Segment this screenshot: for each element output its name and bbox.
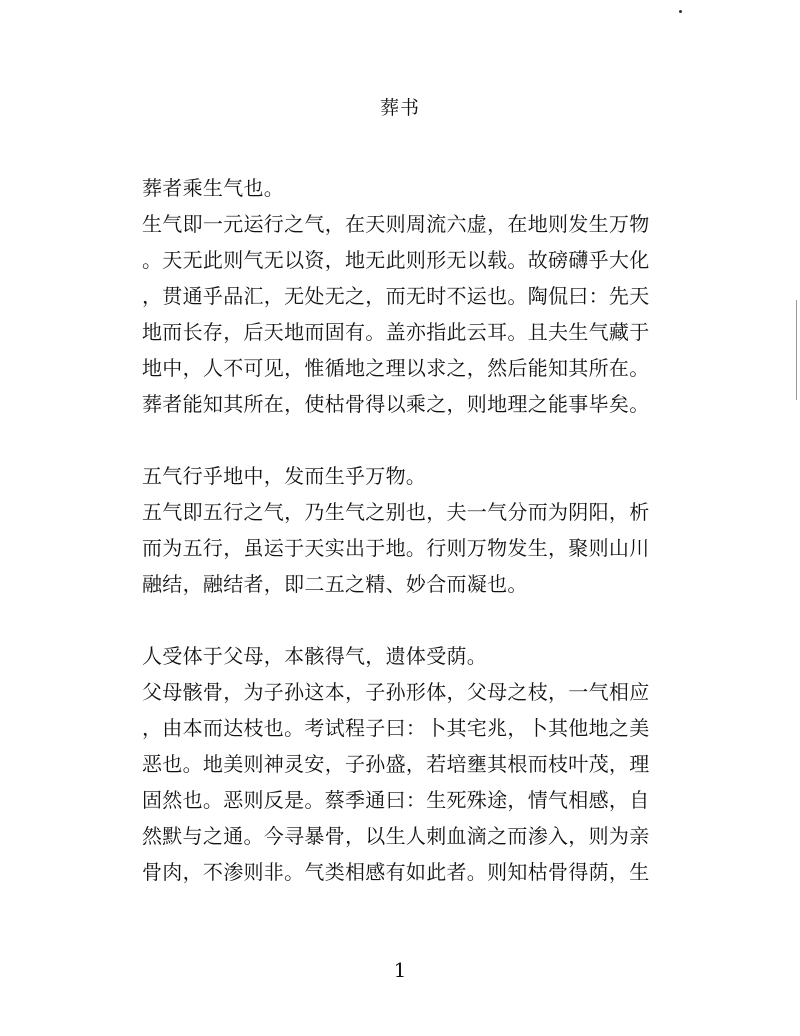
document-body — [142, 170, 662, 890]
paragraph-line: 葬者能知其所在，使枯骨得以乘之，则地理之能事毕矣。 — [142, 392, 650, 416]
scan-speck — [679, 10, 682, 13]
paragraph-line: 父母骸骨，为子孙这本，子孙形体，父母之枝，一气相应 — [142, 680, 650, 704]
section-gap — [142, 422, 662, 458]
paragraph-line: 而为五行，虽运于天实出于地。行则万物发生，聚则山川 — [142, 536, 650, 560]
paragraph-line: 然默与之通。今寻暴骨，以生人刺血滴之而渗入，则为亲 — [142, 824, 650, 848]
section-heading: 人受体于父母，本骸得气，遗体受荫。 — [142, 644, 488, 668]
paragraph-line: 恶也。地美则神灵安，子孙盛，若培壅其根而枝叶茂，理 — [142, 752, 650, 776]
page-number: 1 — [393, 958, 407, 982]
page-title: 葬书 — [379, 97, 420, 119]
paragraph-line: 地中，人不可见，惟循地之理以求之，然后能知其所在。 — [142, 356, 650, 380]
paragraph-line: 固然也。恶则反是。蔡季通曰：生死殊途，情气相感，自 — [142, 788, 650, 812]
paragraph-line: ，由本而达枝也。考试程子曰：卜其宅兆，卜其他地之美 — [142, 716, 650, 740]
section-gap — [142, 602, 662, 638]
paragraph-line: 五气即五行之气，乃生气之别也，夫一气分而为阴阳，析 — [142, 500, 650, 524]
paragraph-line: 生气即一元运行之气，在天则周流六虚，在地则发生万物 — [142, 212, 650, 236]
paragraph-line: 地而长存，后天地而固有。盖亦指此云耳。且夫生气藏于 — [142, 320, 650, 344]
section-heading: 五气行乎地中，发而生乎万物。 — [142, 464, 427, 488]
section-heading: 葬者乘生气也。 — [142, 176, 285, 200]
paragraph-line: 骨肉，不渗则非。气类相感有如此者。则知枯骨得荫，生 — [142, 860, 650, 884]
scan-edge-line — [796, 300, 797, 400]
paragraph-line: 。天无此则气无以资，地无此则形无以载。故磅礴乎大化 — [142, 248, 650, 272]
paragraph-line: ，贯通乎品汇，无处无之，而无时不运也。陶侃曰：先天 — [142, 284, 650, 308]
paragraph-line: 融结，融结者，即二五之精、妙合而凝也。 — [142, 572, 528, 596]
